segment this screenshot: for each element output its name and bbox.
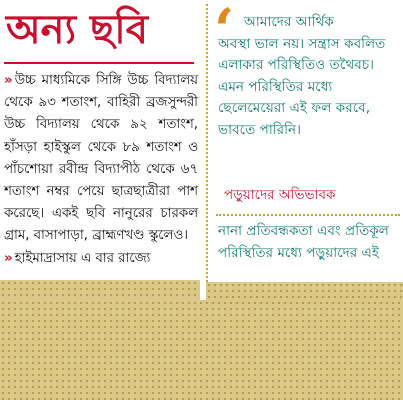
pull-quote <box>218 12 402 141</box>
dotted-overlay <box>0 300 403 400</box>
dotted-overlay-right-edge <box>206 282 403 300</box>
right-column <box>210 0 403 300</box>
dotted-overlay-left-edge <box>0 280 200 300</box>
article-title: অন্য ছবি <box>6 7 148 53</box>
pull-quote-body: অবস্থা ভাল নয়। সন্ত্রাস কবলিত এলাকার পরিস্থিতিও তথৈবচ। এমন পরিস্থিতির মধ্যে ছেলেমেয়েরা এই ফল করবে, ভাবতে পারিনি। <box>218 35 386 138</box>
paragraph-2-text: হাইমাদ্রাসায় এ বার রাজ্যে <box>14 250 151 266</box>
article-body <box>4 70 198 270</box>
double-arrow-icon: » <box>4 73 10 88</box>
paragraph-1 <box>4 70 198 248</box>
quote-separator <box>216 214 400 216</box>
left-column <box>0 0 200 300</box>
pull-quote-first-line: আমাদের আর্থিক <box>244 14 334 30</box>
paragraph-2 <box>4 248 198 270</box>
double-arrow-icon: » <box>4 250 10 266</box>
title-underline <box>4 62 194 64</box>
quote-attribution: পড়ুয়াদের অভিভাবক <box>224 187 336 203</box>
right-article-body: নানা প্রতিবন্ধকতা এবং প্রতিকূল পরিস্থিতির মধ্যে পড়ুয়াদের এই <box>218 223 389 261</box>
column-divider <box>206 4 208 294</box>
paragraph-1-text: উচ্চ মাধ্যমিকে সিঙ্গি উচ্চ বিদ্যালয় থেকে ৯৩ শতাংশ, বাহিরী ব্রজসুন্দরী উচ্চ বিদ্যালয় থেকে ৯২ শতাংশ, হাঁসড়া হাইস্কুল থেকে ৮৯ শতাংশ ও পাঁচশোয়া রবীন্দ্র বিদ্যাপীঠ থেকে ৬৭ শতাংশ নম্বর পেয়ে ছাত্রছাত্রীরা পাশ করেছে। একই ছবি নানুরের চারকল গ্রাম, বাসাপাড়া, ব্রাহ্মণখণ্ড স্কুলেও। <box>4 73 198 244</box>
quote-mark-icon: ‘ <box>214 0 235 64</box>
